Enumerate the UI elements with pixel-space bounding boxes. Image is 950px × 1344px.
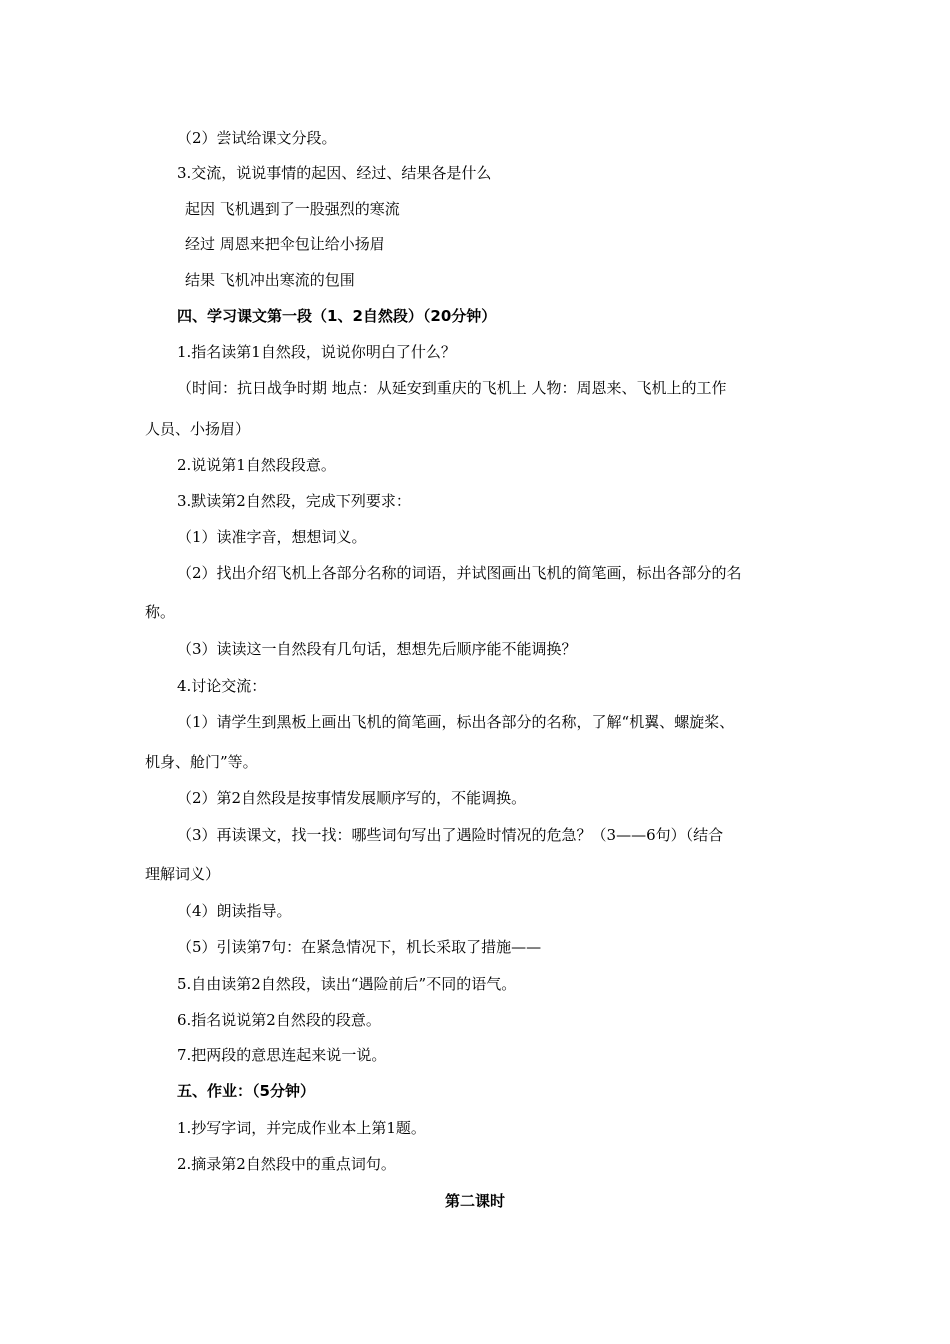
text-line: 6.指名说说第2自然段的段意。 — [177, 1011, 381, 1029]
lesson-heading: 第二课时 — [444, 1192, 505, 1210]
text-line: 3.交流，说说事情的起因、经过、结果各是什么 — [177, 164, 492, 182]
text-line: 4.讨论交流： — [177, 677, 267, 695]
text-line: （1）请学生到黑板上画出飞机的简笔画，标出各部分的名称，了解“机翼、螺旋桨、 — [177, 713, 735, 731]
text-line: （5）引读第7句：在紧急情况下，机长采取了措施—— — [177, 938, 542, 956]
text-line: （3）读读这一自然段有几句话，想想先后顺序能不能调换？ — [177, 640, 577, 658]
text-line: 2.说说第1自然段段意。 — [177, 456, 336, 474]
section-heading: 四、学习课文第一段（1、2自然段）（20分钟） — [177, 307, 497, 325]
text-line: 7.把两段的意思连起来说一说。 — [177, 1046, 387, 1064]
text-line: （1）读准字音，想想词义。 — [177, 528, 367, 546]
text-line: （3）再读课文，找一找：哪些词句写出了遇险时情况的危急？（3——6句）（结合 — [177, 826, 724, 844]
text-line: （2）第2自然段是按事情发展顺序写的，不能调换。 — [177, 789, 527, 807]
text-line: 人员、小扬眉） — [145, 420, 251, 438]
text-line: （2）尝试给课文分段。 — [177, 129, 337, 147]
text-line: 机身、舱门”等。 — [145, 753, 258, 771]
text-line: 起因 飞机遇到了一股强烈的寒流 — [185, 200, 400, 218]
text-line: 2.摘录第2自然段中的重点词句。 — [177, 1155, 396, 1173]
text-line: 1.抄写字词，并完成作业本上第1题。 — [177, 1119, 426, 1137]
section-heading: 五、作业：（5分钟） — [177, 1082, 315, 1100]
text-line: 经过 周恩来把伞包让给小扬眉 — [185, 235, 385, 253]
text-line: 结果 飞机冲出寒流的包围 — [185, 271, 355, 289]
text-line: 称。 — [145, 603, 176, 621]
text-line: （2）找出介绍飞机上各部分名称的词语，并试图画出飞机的简笔画，标出各部分的名 — [177, 564, 742, 582]
text-line: 1.指名读第1自然段，说说你明白了什么？ — [177, 343, 456, 361]
text-line: 5.自由读第2自然段，读出“遇险前后”不同的语气。 — [177, 975, 517, 993]
text-line: （时间：抗日战争时期 地点：从延安到重庆的飞机上 人物：周恩来、飞机上的工作 — [177, 379, 727, 397]
text-line: （4）朗读指导。 — [177, 902, 292, 920]
text-line: 理解词义） — [145, 865, 221, 883]
text-line: 3.默读第2自然段，完成下列要求： — [177, 492, 411, 510]
